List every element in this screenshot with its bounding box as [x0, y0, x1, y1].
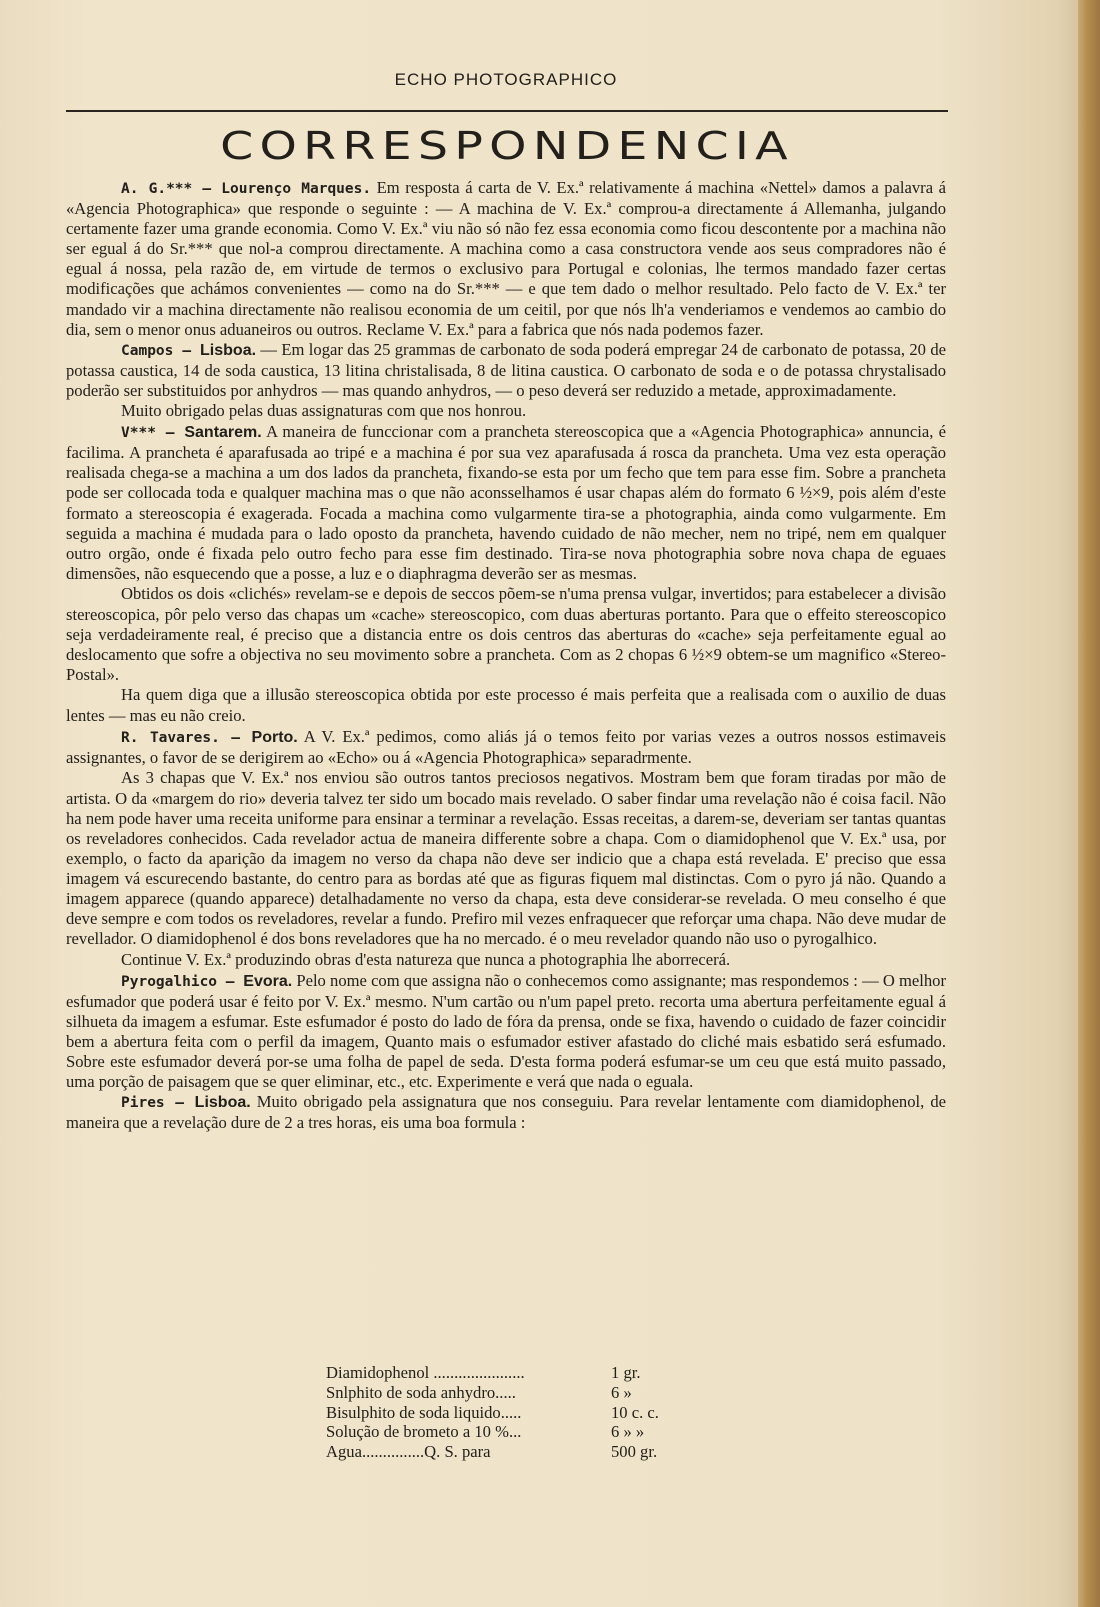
header-rule [66, 110, 948, 112]
paragraph-text: Muito obrigado pelas duas assignaturas com que nos honrou. [121, 401, 527, 421]
paragraph [66, 422, 946, 584]
ingredient-quantity: 6 » [611, 1382, 632, 1402]
paragraph [66, 971, 946, 1093]
correspondent-name: A. G.*** — Lourenço Marques. [121, 181, 372, 197]
ingredient-quantity: 6 » » [611, 1422, 645, 1442]
developer-formula [326, 1363, 706, 1462]
paragraph [66, 1092, 946, 1133]
correspondent-place: Santarem. [184, 424, 262, 442]
ingredient-name: Agua...............Q. S. para [326, 1442, 491, 1462]
paragraph-text: Ha quem diga que a illusão stereoscopica obtida por este processo é mais perfeita que a realisada com o auxilio de duas lentes — mas eu não creio. [66, 685, 946, 726]
paragraph [66, 401, 946, 422]
correspondent-place: Lisboa. [200, 341, 257, 359]
paragraph [66, 727, 946, 768]
paragraph-text: A V. Ex.ª pedimos, como aliás já o temos feito por varias vezes a outros nossos estimaveis assignantes, o favor de se derigirem ao «Echo» ou á «Agencia Photographica» separadrmente. [66, 726, 946, 767]
paragraph [66, 768, 946, 950]
body-text [66, 178, 946, 1133]
paragraph-text: As 3 chapas que V. Ex.ª nos enviou são outros tantos preciosos negativos. Mostram bem que foram tiradas por mão de artista. O da «margem do rio» deveria talvez ter sido um bocado mais revelado. O saber findar uma revelação não é coisa facil. Não ha nem pode haver uma receita uniforme para ensinar a terminar a revelação. Essas receitas, a darem-se, deveriam ser tantas quantas os reveladores conhecidos. Cada revelador actua de maneira differente sobre a chapa. Com o diamidophenol que V. Ex.ª usa, por exemplo, o facto da aparição da imagem no verso da chapa não deve ser indicio que a chapa está revelada. E' preciso que essa imagem vá escurecendo bastante, do centro para as bordas até que as figuras fiquem mal distinctas. Com o pyro já não. Quando a imagem apparece (quando apparece) detalhadamente no verso da chapa, esta deve considerar-se revelada. O meu conselho é que deve sempre e com todos os reveladores, revelar a fundo. Prefiro mil vezes enfraquecer que reforçar uma chapa. Não deve mudar de revellador. O diamidophenol é dos bons reveladores que ha no mercado. é o meu revelador quando não uso o pyrogalhico. [66, 767, 946, 949]
ingredient-quantity: 500 gr. [611, 1442, 658, 1462]
correspondent-name: Pyrogalhico — [121, 973, 244, 990]
ingredient-name: Snlphito de soda anhydro..... [326, 1382, 516, 1402]
correspondent-place: Evora. [243, 972, 293, 990]
paragraph [66, 685, 946, 726]
ingredient-name: Solução de brometo a 10 %... [326, 1422, 522, 1442]
ingredient-quantity: 10 c. c. [611, 1402, 659, 1422]
ingredient-name: Diamidophenol ...................... [326, 1363, 525, 1382]
paragraph-text: — Em logar das 25 grammas de carbonato de soda poderá empregar 24 de carbonato de potassa, 20 de potassa caustica, 14 de soda caustica, 13 litina christalisada, 8 de litina caustica. O carbonato de soda e o de potassa chrystalisado poderão ser substituidos por anhydros — mas quando anhydros, — o peso deverá ser reduzido a metade, approximadamente. [66, 339, 946, 400]
paragraph [66, 950, 946, 971]
page-title: CORRESPONDENCIA [220, 124, 794, 168]
paragraph-text: Obtidos os dois «clichés» revelam-se e depois de seccos põem-se n'uma prensa vulgar, invertidos; para estabelecer a divisão stereoscopica, pôr pelo verso das chapas um «cache» stereoscopico, com duas aberturas portanto. Para que o effeito stereoscopico seja verdadeiramente real, é preciso que a distancia entre os dois centros das aberturas do «cache» seja perfeitamente egual ao deslocamento que sofre a objectiva no seu movimento sobre a prancheta. Com as 2 chopas 6 ½×9 obtem-se um magnifico «Stereo-Postal». [66, 583, 946, 685]
formula-row [326, 1403, 706, 1423]
correspondent-name: R. Tavares. — [121, 729, 252, 746]
correspondent-name: V*** — [121, 425, 185, 442]
paragraph-text: A maneira de funccionar com a prancheta stereoscopica que a «Agencia Photographica» annuncia, é facilima. A prancheta é aparafusada ao tripé e a machina é por sua vez aparafusada á rosca da prancheta. Uma vez esta operação realisada chega-se a machina a um dos lados da prancheta, fixando-se esta por um fecho que tem para esse fim. Sobre a prancheta pode ser collocada toda e qualquer machina mas o que não aconsselhamos é usar chapas além do formato 6 ½×9, pois além d'este formato a stereoscopia é exagerada. Focada a machina como vulgarmente tira-se a photographia, ainda como vulgarmente. Em seguida a machina é mudada para o lado oposto da prancheta, havendo cuidado de não mecher, nem no tripé, nem em qualquer outro orgão, onde é fixada pelo outro fecho para esse fim destinado. Tira-se nova photographia sobre nova chapa de eguaes dimensões, não esquecendo que a posse, a luz e o diaphragma deverão ser as mesmas. [66, 422, 947, 583]
correspondent-name: Pires — [121, 1095, 195, 1112]
paragraph [66, 340, 946, 401]
paragraph-text: Continue V. Ex.ª produzindo obras d'esta natureza que nunca a photographia lhe aborrecerá. [121, 949, 731, 969]
correspondent-name: Campos — [121, 342, 201, 359]
page-edge [1078, 0, 1100, 1607]
paragraph-text: Em resposta á carta de V. Ex.ª relativamente á machina «Nettel» damos a palavra á «Agencia Photographica» que responde o seguinte : — A machina de V. Ex.ª comprou-a directamente á Allemanha, julgando certamente fazer uma grande economia. Como V. Ex.ª viu não só não fez essa economia como ficou descontente por a machina não ser egual á do Sr.*** que nol-a comprou directamente. A machina como a casa constructora vende aos seus compradores não é egual á nossa, pela razão de, em virtude de termos o exclusivo para Portugal e colonias, lhe termos mandado fazer certas modificações que achámos convenientes — como na do Sr.*** — e que tem dado o melhor resultado. Pelo facto de V. Ex.ª ter mandado vir a machina directamente não realisou economia de um ceitil, por que nós lh'a venderiamos e vendemos ao cambio do dia, sem o menor onus aduaneiros ou outros. Reclame V. Ex.ª para a fabrica que nós nada podemos fazer. [66, 178, 947, 339]
correspondent-place: Lisboa. [194, 1094, 251, 1112]
correspondent-place: Porto. [251, 728, 298, 746]
paragraph-text: Muito obrigado pela assignatura que nos conseguiu. Para revelar lentamente com diamidophenol, de maneira que a revelação dure de 2 a tres horas, eis uma boa formula : [66, 1092, 947, 1133]
paragraph [66, 178, 946, 340]
paragraph-text: Pelo nome com que assigna não o conhecemos como assignante; mas respondemos : — O melhor esfumador que poderá usar é feito por V. Ex.ª mesmo. N'um cartão ou n'um papel preto. recorta uma abertura perfeitamente egual á silhueta da imagem a esfumar. Este esfumador é posto do lado de fóra da prensa, onde se fixa, havendo o cuidado de fazer coincidir bem a abertura feita com o perfil da imagem, Quanto mais o esfumador estiver afastado do cliché mais esbatido será esfumado. Sobre este esfumador deverá por-se uma folha de papel de seda. D'esta forma poderá esfumar-se um ceu que está muito passado, uma porção de paisagem que se quer eliminar, etc., etc. Experimente e verá que nada o eguala. [66, 970, 947, 1092]
formula-row [326, 1363, 706, 1383]
formula-row [326, 1442, 706, 1462]
ingredient-quantity: 1 gr. [611, 1363, 641, 1382]
formula-row [326, 1383, 706, 1403]
running-header: ECHO PHOTOGRAPHICO [394, 70, 618, 89]
formula-row [326, 1422, 706, 1442]
paragraph [66, 584, 946, 685]
ingredient-name: Bisulphito de soda liquido..... [326, 1402, 522, 1422]
